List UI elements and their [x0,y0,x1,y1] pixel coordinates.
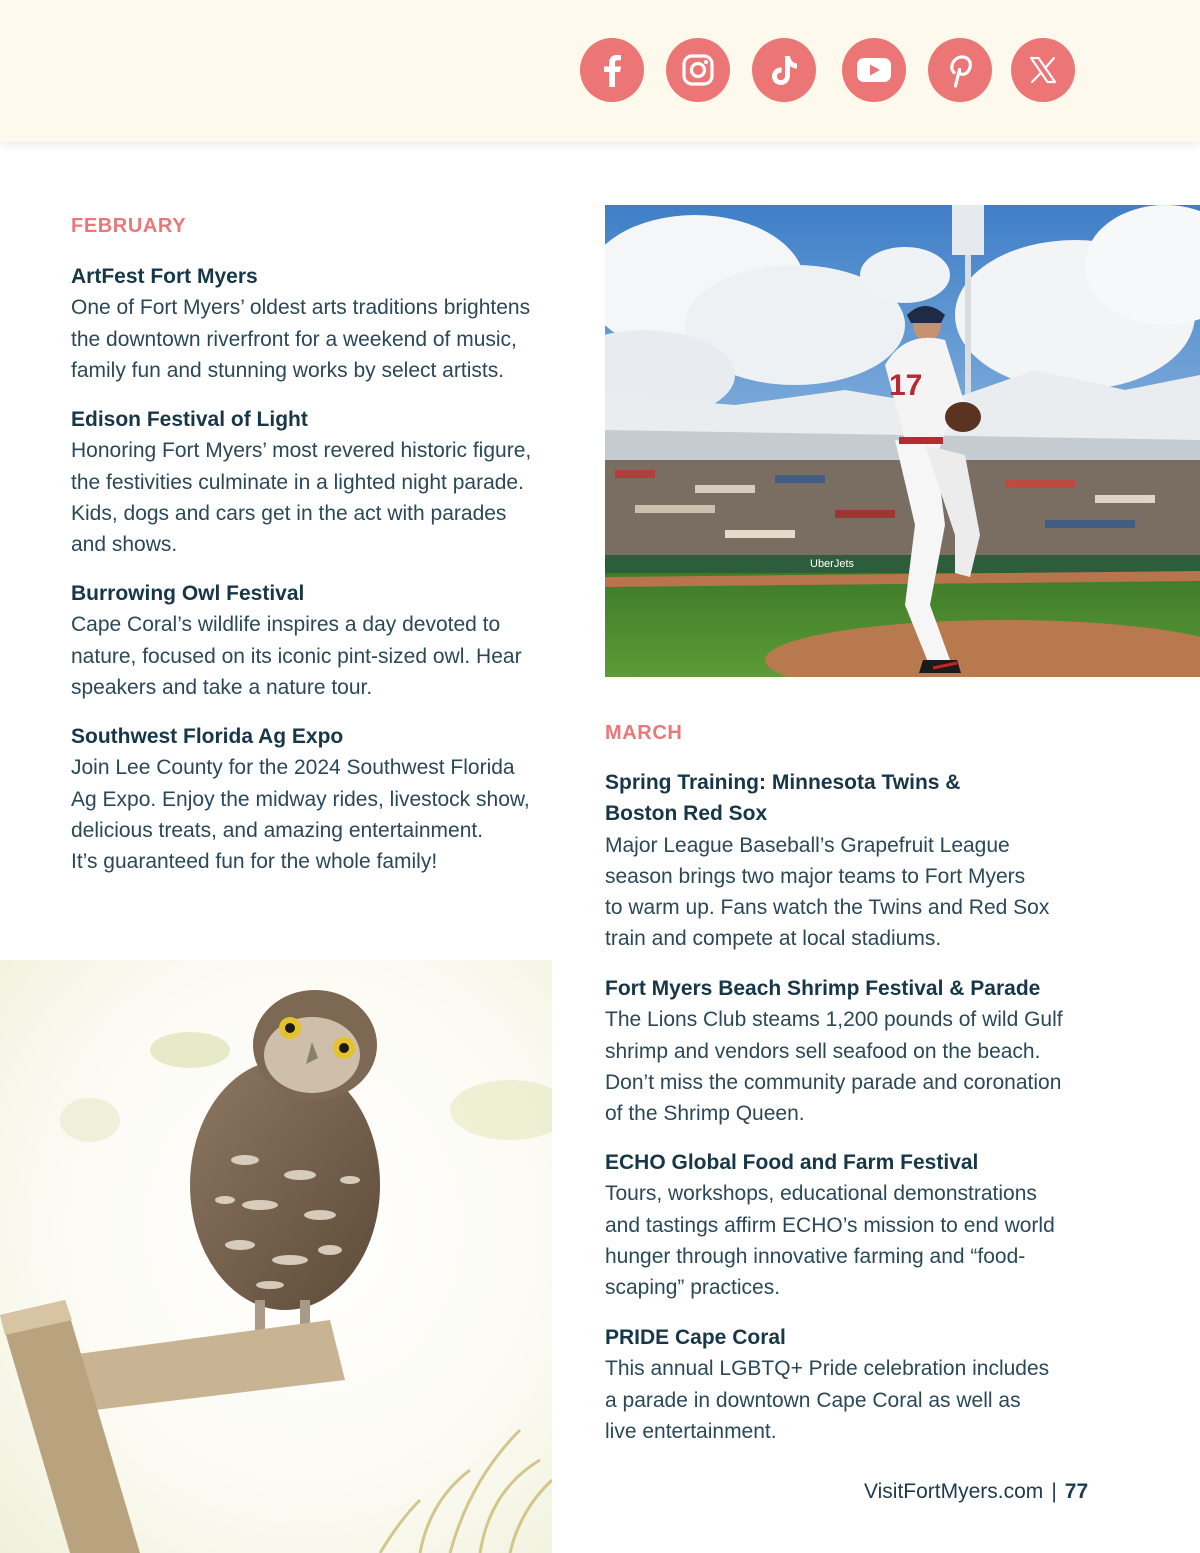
youtube-link[interactable] [842,38,906,102]
march-heading: MARCH [605,722,683,744]
event-title: Burrowing Owl Festival [71,582,305,605]
website-link[interactable]: VisitFortMyers.com [864,1480,1044,1503]
event-title: Fort Myers Beach Shrimp Festival & Parade [605,977,1041,1000]
event-title: PRIDE Cape Coral [605,1326,786,1349]
stadium-sign-text: UberJets [810,558,855,570]
event-description: One of Fort Myers’ oldest arts traditions brightens the downtown riverfront for a weekend of music, family fun and stunning works by select artists. [71,296,531,382]
event-title: ArtFest Fort Myers [71,265,258,288]
event-description: Major League Baseball’s Grapefruit League season brings two major teams to Fort Myers to warm up. Fans watch the Twins and Red Sox train and compete at local stadiums. [605,833,1050,951]
event-description: Cape Coral’s wildlife inspires a day devoted to nature, focused on its iconic pint-sized owl. Hear speakers and take a nature tour. [71,613,522,699]
burrowing-owl-photo [0,960,552,1553]
pinterest-icon [945,52,975,88]
event-description: The Lions Club steams 1,200 pounds of wild Gulf shrimp and vendors sell seafood on the beach. Don’t miss the community parade and coronation of the Shrimp Queen. [605,1008,1063,1126]
page-number: 77 [1064,1480,1089,1503]
youtube-icon [856,56,892,84]
march-event-spring-training [605,767,1165,955]
event-title: Edison Festival of Light [71,408,308,431]
march-event-pride [605,1322,1165,1447]
march-event-echo-festival [605,1147,1165,1303]
event-description: Tours, workshops, educational demonstrations and tastings affirm ECHO’s mission to end world hunger through innovative farming and “food- scaping” practices. [605,1182,1055,1300]
event-description: This annual LGBTQ+ Pride celebration includes a parade in downtown Cape Coral as well as live entertainment. [605,1357,1050,1443]
february-event-owl-festival [71,578,571,703]
february-event-edison [71,404,571,560]
instagram-icon [681,53,715,87]
event-title: ECHO Global Food and Farm Festival [605,1151,979,1174]
event-title: Spring Training: Minnesota Twins & Boston Red Sox [605,771,961,826]
instagram-link[interactable] [666,38,730,102]
february-heading: FEBRUARY [71,215,187,237]
facebook-icon [597,53,627,87]
header-bar [0,0,1200,142]
x-icon [1027,54,1059,86]
baseball-pitcher-photo [605,205,1200,677]
x-link[interactable] [1011,38,1075,102]
event-description: Honoring Fort Myers’ most revered historic figure, the festivities culminate in a lighted night parade. Kids, dogs and cars get in the act with parades and shows. [71,439,532,557]
event-description: Join Lee County for the 2024 Southwest Florida Ag Expo. Enjoy the midway rides, livestock show, delicious treats, and amazing entertainment. It’s guaranteed fun for the whole family! [71,756,530,874]
tiktok-link[interactable] [752,38,816,102]
footer-separator: | [1051,1480,1057,1503]
facebook-link[interactable] [580,38,644,102]
tiktok-icon [769,53,799,87]
february-event-ag-expo [71,721,571,877]
event-title: Southwest Florida Ag Expo [71,725,344,748]
page-footer [864,1478,1088,1506]
jersey-number: 17 [889,369,923,402]
february-event-artfest [71,261,571,386]
pinterest-link[interactable] [928,38,992,102]
march-event-shrimp-festival [605,973,1165,1129]
